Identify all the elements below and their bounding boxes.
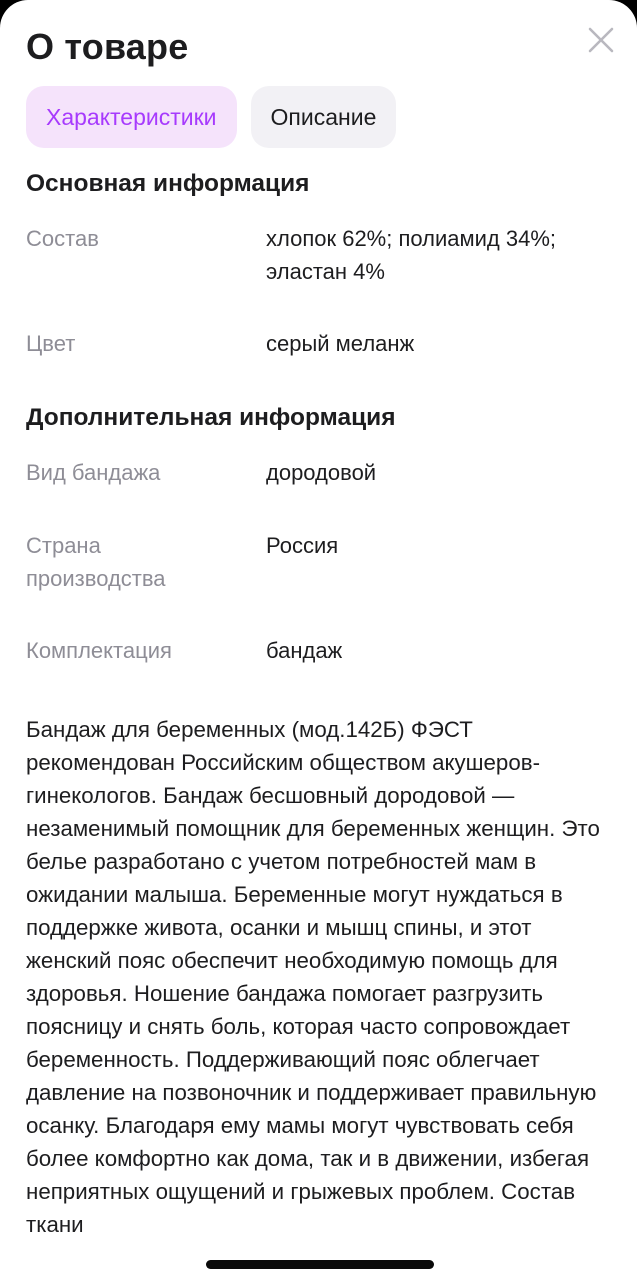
tabs — [26, 86, 396, 148]
spec-row-color — [26, 327, 616, 360]
spec-row-bandage-type — [26, 456, 616, 489]
spec-label: Состав — [26, 226, 99, 251]
section-title-main: Основная информация — [26, 170, 310, 197]
spec-row-composition — [26, 222, 616, 288]
spec-value: серый меланж — [266, 331, 415, 356]
spec-value: Россия — [266, 533, 339, 558]
spec-label: Цвет — [26, 331, 76, 356]
home-indicator[interactable] — [206, 1260, 434, 1269]
spec-value: бандаж — [266, 638, 343, 663]
tab-description[interactable]: Описание — [251, 86, 397, 148]
spec-label: Комплектация — [26, 638, 172, 663]
spec-label: Вид бандажа — [26, 460, 161, 485]
page-title: О товаре — [26, 26, 189, 67]
close-button[interactable] — [581, 20, 621, 60]
close-icon[interactable] — [587, 26, 615, 54]
product-description: Бандаж для беременных (мод.142Б) ФЭСТ рекомендован Российским обществом акушеров-гинекологов. Бандаж бесшовный дородовой — незаменимый помощник для беременных женщин. Это белье разработано с учетом потребностей мам в ожидании малыша. Беременные могут нуждаться в поддержке живота, осанки и мышц спины, и этот женский пояс обеспечит необходимую помощь для здоровья. Ношение бандажа помогает разгрузить поясницу и снять боль, которая часто сопровождает беременность. Поддерживающий пояс облегчает давление на позвоночник и поддерживает правильную осанку. Благодаря ему мамы могут чувствовать себя более комфортно как дома, так и в движении, избегая неприятных ощущений и грыжевых проблем. Состав ткани — [26, 717, 600, 1237]
spec-value: дородовой — [266, 460, 377, 485]
spec-row-package — [26, 634, 616, 667]
spec-row-country — [26, 529, 616, 595]
section-title-additional: Дополнительная информация — [26, 404, 396, 431]
tab-characteristics[interactable]: Характеристики — [26, 86, 237, 148]
spec-label: Страна производства — [26, 533, 166, 591]
spec-value: хлопок 62%; полиамид 34%; эластан 4% — [266, 226, 556, 284]
